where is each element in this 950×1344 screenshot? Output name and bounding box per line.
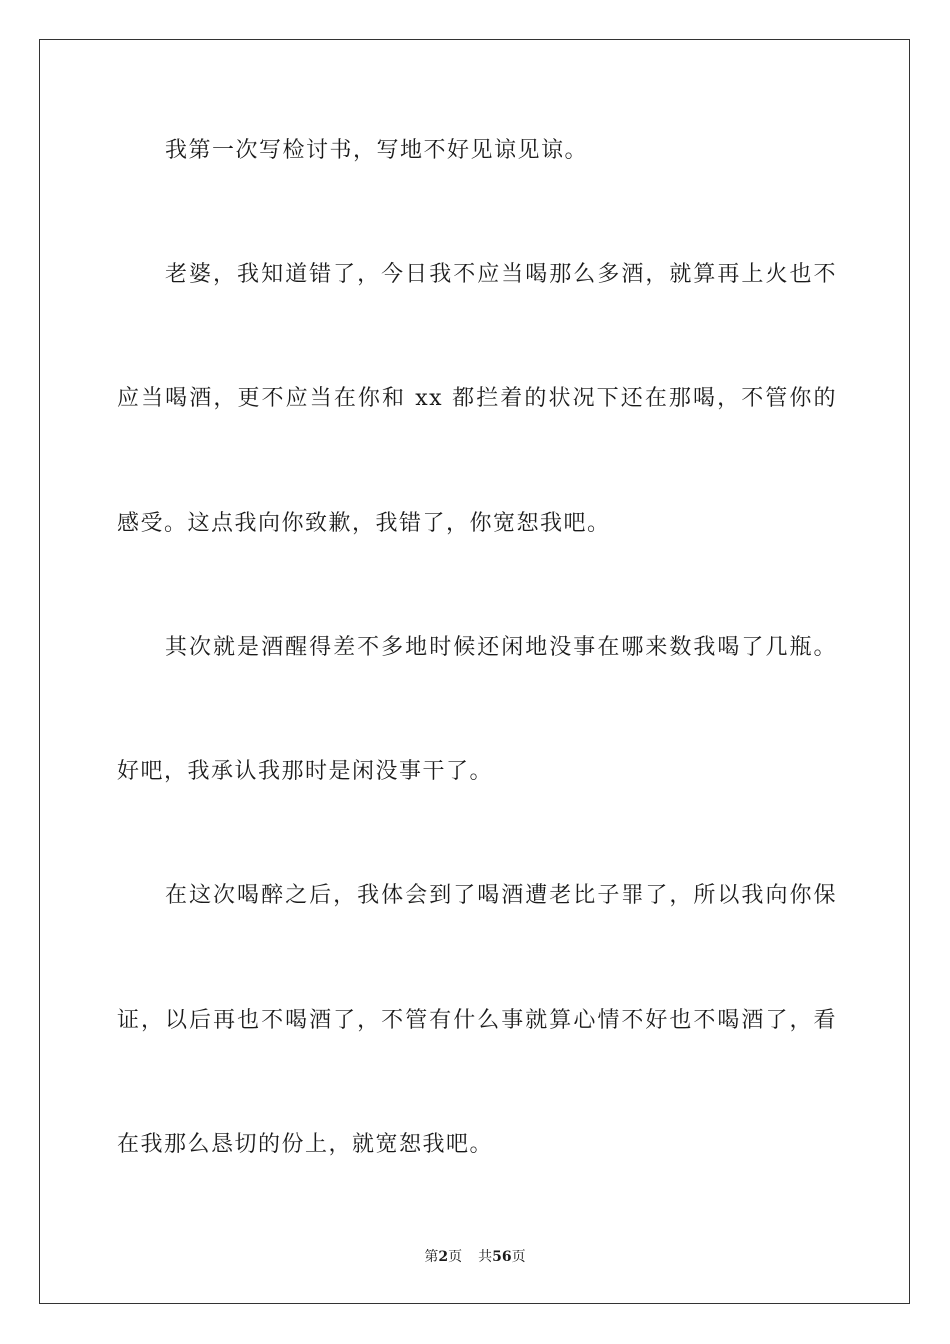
footer-total-pages: 56	[492, 1249, 512, 1265]
paragraph-2-line-2: 应当喝酒，更不应当在你和 xx 都拦着的状况下还在那喝，不管你的	[117, 386, 837, 411]
paragraph-3-line-2: 好吧，我承认我那时是闲没事干了。	[117, 759, 494, 784]
paragraph-1-line-1: 我第一次写检讨书，写地不好见谅见谅。	[165, 138, 589, 163]
footer-total-prefix: 共	[478, 1249, 493, 1265]
paragraph-2-line-1: 老婆，我知道错了，今日我不应当喝那么多酒，就算再上火也不	[165, 262, 837, 287]
page-frame	[39, 39, 910, 1304]
footer-page-suffix: 页	[448, 1249, 463, 1265]
footer-page-prefix: 第	[424, 1249, 439, 1265]
paragraph-2-line-3: 感受。这点我向你致歉，我错了，你宽恕我吧。	[117, 511, 611, 536]
paragraph-4-line-1: 在这次喝醉之后，我体会到了喝酒遭老比子罪了，所以我向你保	[165, 883, 837, 908]
paragraph-4-line-2: 证，以后再也不喝酒了，不管有什么事就算心情不好也不喝酒了，看	[117, 1008, 837, 1033]
footer-total-suffix: 页	[511, 1249, 526, 1265]
page-footer	[0, 1247, 950, 1267]
paragraph-4-line-3: 在我那么恳切的份上，就宽恕我吧。	[117, 1132, 494, 1157]
footer-page-number: 2	[438, 1249, 449, 1265]
paragraph-3-line-1: 其次就是酒醒得差不多地时候还闲地没事在哪来数我喝了几瓶。	[165, 635, 837, 660]
